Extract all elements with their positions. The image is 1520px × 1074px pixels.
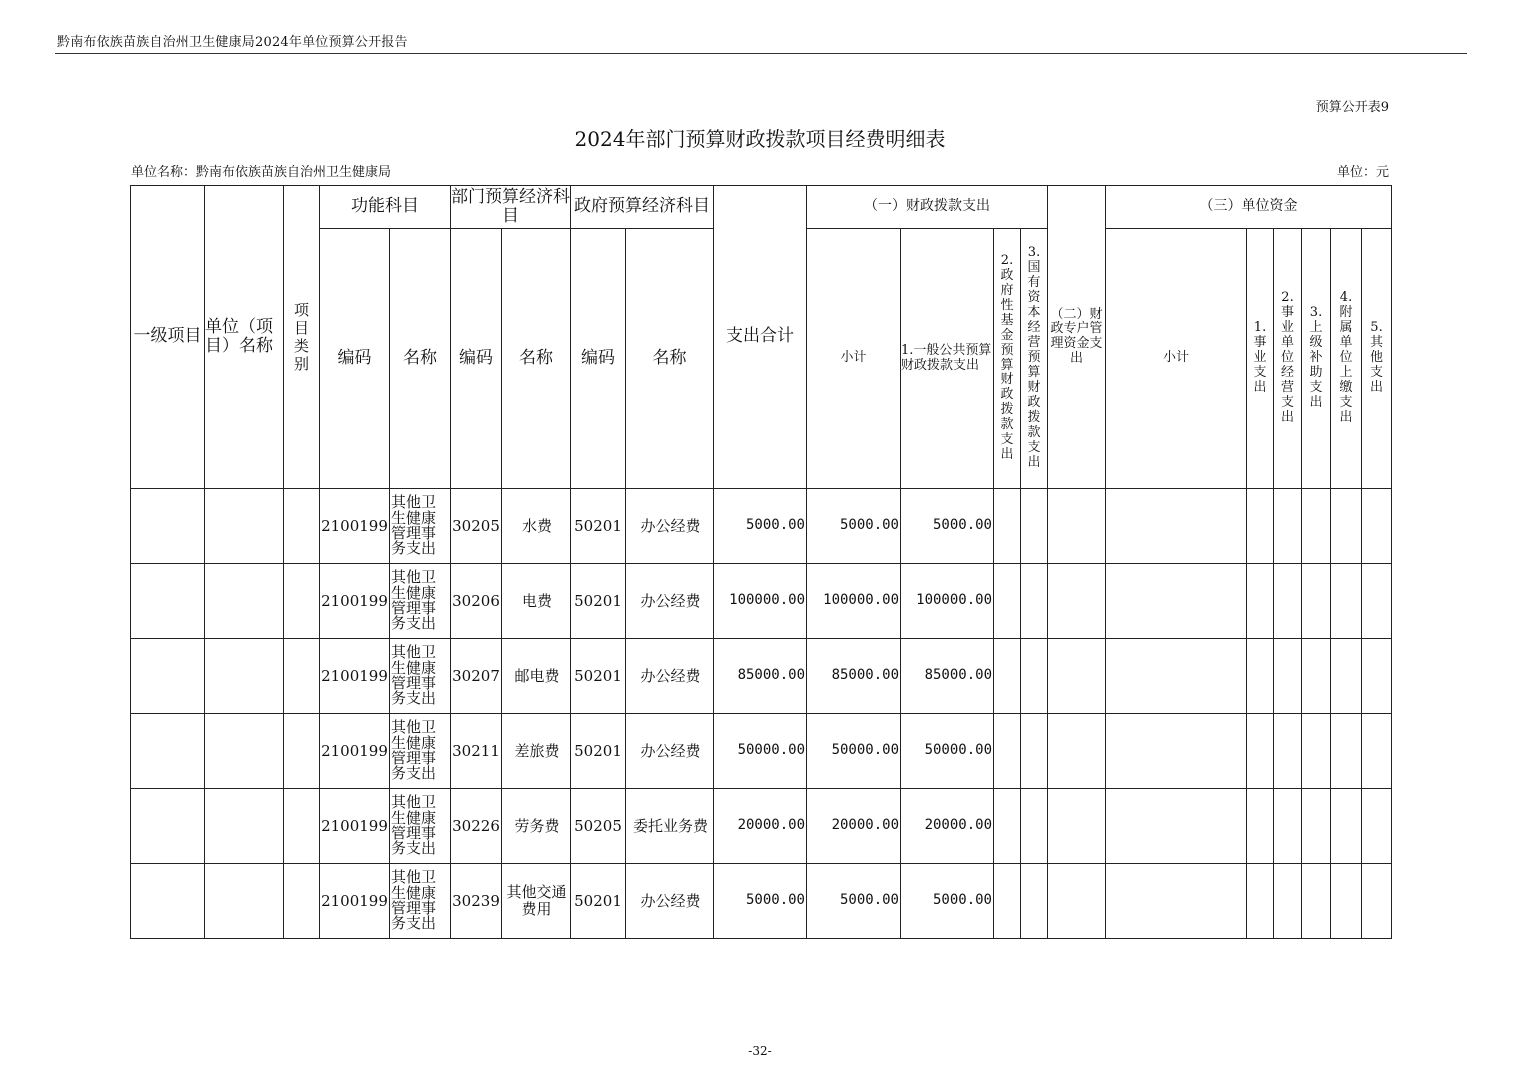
cell-empty <box>1274 639 1302 714</box>
header-rule <box>55 53 1467 54</box>
table-row <box>131 489 1392 564</box>
header-other: 5.其他支出 <box>1362 229 1392 489</box>
cell-total: 5000.00 <box>714 489 807 564</box>
header-func-code: 编码 <box>320 229 390 489</box>
cell-empty <box>1331 564 1362 639</box>
cell-total: 5000.00 <box>714 864 807 939</box>
cell-empty <box>1362 564 1392 639</box>
unit-name: 单位名称：黔南布依族苗族自治州卫生健康局 <box>131 165 392 180</box>
cell-empty <box>1048 789 1106 864</box>
header-gov-code: 编码 <box>571 229 626 489</box>
cell-empty <box>1048 564 1106 639</box>
cell-empty <box>1274 564 1302 639</box>
header-level1-item: 一级项目 <box>131 186 205 489</box>
cell-unit-project-name <box>205 714 284 789</box>
cell-dept-code: 30207 <box>451 639 502 714</box>
header-func-subject: 功能科目 <box>320 186 451 229</box>
cell-empty <box>1106 639 1247 714</box>
cell-empty <box>994 864 1021 939</box>
cell-func-name: 其他卫生健康管理事务支出 <box>390 639 451 714</box>
cell-empty <box>994 564 1021 639</box>
cell-empty <box>1048 714 1106 789</box>
header-unit-funds-group: （三）单位资金 <box>1106 186 1392 229</box>
cell-empty <box>1021 714 1048 789</box>
cell-empty <box>1274 864 1302 939</box>
cell-gov-name: 办公经费 <box>626 639 714 714</box>
cell-func-code: 2100199 <box>320 564 390 639</box>
cell-fiscal-subtotal: 20000.00 <box>807 789 901 864</box>
cell-empty <box>1274 489 1302 564</box>
header-func-name: 名称 <box>390 229 451 489</box>
cell-empty <box>1302 714 1331 789</box>
cell-general-budget: 5000.00 <box>901 489 994 564</box>
cell-gov-name: 办公经费 <box>626 714 714 789</box>
header-general-budget: 1.一般公共预算财政拨款支出 <box>901 229 994 489</box>
currency-unit: 单位：元 <box>1336 165 1389 180</box>
cell-func-code: 2100199 <box>320 714 390 789</box>
cell-empty <box>1021 639 1048 714</box>
cell-gov-code: 50201 <box>571 489 626 564</box>
cell-level1-item <box>131 639 205 714</box>
cell-gov-code: 50201 <box>571 639 626 714</box>
cell-empty <box>1247 639 1274 714</box>
cell-empty <box>994 714 1021 789</box>
table-number: 预算公开表9 <box>1315 100 1389 115</box>
header-state-capital: 3.国有资本经营预算财政拨款支出 <box>1021 229 1048 489</box>
cell-general-budget: 100000.00 <box>901 564 994 639</box>
header-subsidy: 3.上级补助支出 <box>1302 229 1331 489</box>
cell-dept-code: 30206 <box>451 564 502 639</box>
cell-empty <box>1274 714 1302 789</box>
cell-empty <box>1362 489 1392 564</box>
cell-unit-project-name <box>205 639 284 714</box>
header-special-account: （二）财政专户管理资金支出 <box>1048 186 1106 489</box>
cell-dept-code: 30239 <box>451 864 502 939</box>
cell-empty <box>1106 714 1247 789</box>
cell-level1-item <box>131 864 205 939</box>
cell-project-category <box>284 864 320 939</box>
cell-func-code: 2100199 <box>320 864 390 939</box>
header-row-1 <box>131 186 1392 229</box>
cell-dept-name: 电费 <box>502 564 571 639</box>
cell-gov-code: 50201 <box>571 714 626 789</box>
table-row <box>131 639 1392 714</box>
cell-project-category <box>284 714 320 789</box>
table-row <box>131 714 1392 789</box>
cell-dept-name: 劳务费 <box>502 789 571 864</box>
cell-empty <box>1362 789 1392 864</box>
cell-func-code: 2100199 <box>320 639 390 714</box>
header-fiscal-group: （一）财政拨款支出 <box>807 186 1048 229</box>
project-expense-table <box>130 185 1392 939</box>
cell-fiscal-subtotal: 50000.00 <box>807 714 901 789</box>
cell-empty <box>1302 864 1331 939</box>
header-cause-expense: 1.事业支出 <box>1247 229 1274 489</box>
cell-gov-name: 办公经费 <box>626 489 714 564</box>
cell-level1-item <box>131 489 205 564</box>
header-dept-name: 名称 <box>502 229 571 489</box>
header-total: 支出合计 <box>714 186 807 489</box>
cell-dept-name: 差旅费 <box>502 714 571 789</box>
header-gov-name: 名称 <box>626 229 714 489</box>
cell-func-code: 2100199 <box>320 489 390 564</box>
header-fiscal-subtotal: 小计 <box>807 229 901 489</box>
cell-fiscal-subtotal: 5000.00 <box>807 489 901 564</box>
cell-func-name: 其他卫生健康管理事务支出 <box>390 864 451 939</box>
cell-empty <box>1331 489 1362 564</box>
cell-empty <box>1021 564 1048 639</box>
cell-func-name: 其他卫生健康管理事务支出 <box>390 489 451 564</box>
cell-empty <box>994 639 1021 714</box>
cell-gov-code: 50201 <box>571 864 626 939</box>
cell-unit-project-name <box>205 564 284 639</box>
cell-total: 85000.00 <box>714 639 807 714</box>
cell-empty <box>1048 639 1106 714</box>
cell-dept-name: 邮电费 <box>502 639 571 714</box>
cell-unit-project-name <box>205 864 284 939</box>
cell-total: 100000.00 <box>714 564 807 639</box>
cell-empty <box>994 489 1021 564</box>
cell-empty <box>1021 789 1048 864</box>
cell-empty <box>1247 714 1274 789</box>
cell-empty <box>1106 564 1247 639</box>
cell-project-category <box>284 639 320 714</box>
running-header: 黔南布依族苗族自治州卫生健康局2024年单位预算公开报告 <box>57 35 408 50</box>
cell-general-budget: 50000.00 <box>901 714 994 789</box>
cell-empty <box>1106 489 1247 564</box>
cell-project-category <box>284 564 320 639</box>
cell-unit-project-name <box>205 789 284 864</box>
page-title: 2024年部门预算财政拨款项目经费明细表 <box>574 127 946 151</box>
cell-project-category <box>284 489 320 564</box>
cell-empty <box>1362 639 1392 714</box>
cell-gov-name: 委托业务费 <box>626 789 714 864</box>
cell-empty <box>1331 864 1362 939</box>
cell-dept-code: 30205 <box>451 489 502 564</box>
cell-total: 50000.00 <box>714 714 807 789</box>
table-row <box>131 789 1392 864</box>
cell-fiscal-subtotal: 85000.00 <box>807 639 901 714</box>
cell-empty <box>1362 864 1392 939</box>
table-row <box>131 564 1392 639</box>
cell-empty <box>1362 714 1392 789</box>
cell-dept-code: 30211 <box>451 714 502 789</box>
cell-empty <box>1021 864 1048 939</box>
cell-empty <box>1274 789 1302 864</box>
cell-empty <box>1302 489 1331 564</box>
cell-fiscal-subtotal: 100000.00 <box>807 564 901 639</box>
cell-gov-name: 办公经费 <box>626 864 714 939</box>
cell-func-code: 2100199 <box>320 789 390 864</box>
cell-empty <box>1048 864 1106 939</box>
cell-empty <box>1302 564 1331 639</box>
cell-empty <box>1247 864 1274 939</box>
cell-empty <box>1247 789 1274 864</box>
cell-general-budget: 5000.00 <box>901 864 994 939</box>
header-dept-econ-subject: 部门预算经济科目 <box>451 186 571 229</box>
cell-empty <box>1331 714 1362 789</box>
cell-empty <box>1021 489 1048 564</box>
cell-empty <box>994 789 1021 864</box>
cell-unit-project-name <box>205 489 284 564</box>
cell-fiscal-subtotal: 5000.00 <box>807 864 901 939</box>
cell-dept-name: 水费 <box>502 489 571 564</box>
table-row <box>131 864 1392 939</box>
header-unit-subtotal: 小计 <box>1106 229 1247 489</box>
cell-func-name: 其他卫生健康管理事务支出 <box>390 714 451 789</box>
cell-gov-code: 50201 <box>571 564 626 639</box>
cell-level1-item <box>131 714 205 789</box>
cell-empty <box>1302 789 1331 864</box>
cell-general-budget: 20000.00 <box>901 789 994 864</box>
cell-empty <box>1247 489 1274 564</box>
cell-empty <box>1247 564 1274 639</box>
cell-empty <box>1331 639 1362 714</box>
header-dept-code: 编码 <box>451 229 502 489</box>
cell-dept-code: 30226 <box>451 789 502 864</box>
header-business-expense: 2.事业单位经营支出 <box>1274 229 1302 489</box>
cell-level1-item <box>131 789 205 864</box>
cell-empty <box>1048 489 1106 564</box>
cell-level1-item <box>131 564 205 639</box>
header-project-category: 项目类别 <box>284 186 320 489</box>
cell-func-name: 其他卫生健康管理事务支出 <box>390 789 451 864</box>
header-affiliated: 4.附属单位上缴支出 <box>1331 229 1362 489</box>
cell-gov-name: 办公经费 <box>626 564 714 639</box>
cell-general-budget: 85000.00 <box>901 639 994 714</box>
cell-gov-code: 50205 <box>571 789 626 864</box>
page-number: -32- <box>748 1044 772 1058</box>
cell-project-category <box>284 789 320 864</box>
cell-empty <box>1331 789 1362 864</box>
header-gov-econ-subject: 政府预算经济科目 <box>571 186 714 229</box>
cell-empty <box>1106 789 1247 864</box>
cell-func-name: 其他卫生健康管理事务支出 <box>390 564 451 639</box>
header-gov-fund: 2.政府性基金预算财政拨款支出 <box>994 229 1021 489</box>
header-unit-project-name: 单位（项目）名称 <box>205 186 284 489</box>
cell-empty <box>1302 639 1331 714</box>
cell-total: 20000.00 <box>714 789 807 864</box>
cell-empty <box>1106 864 1247 939</box>
cell-dept-name: 其他交通费用 <box>502 864 571 939</box>
